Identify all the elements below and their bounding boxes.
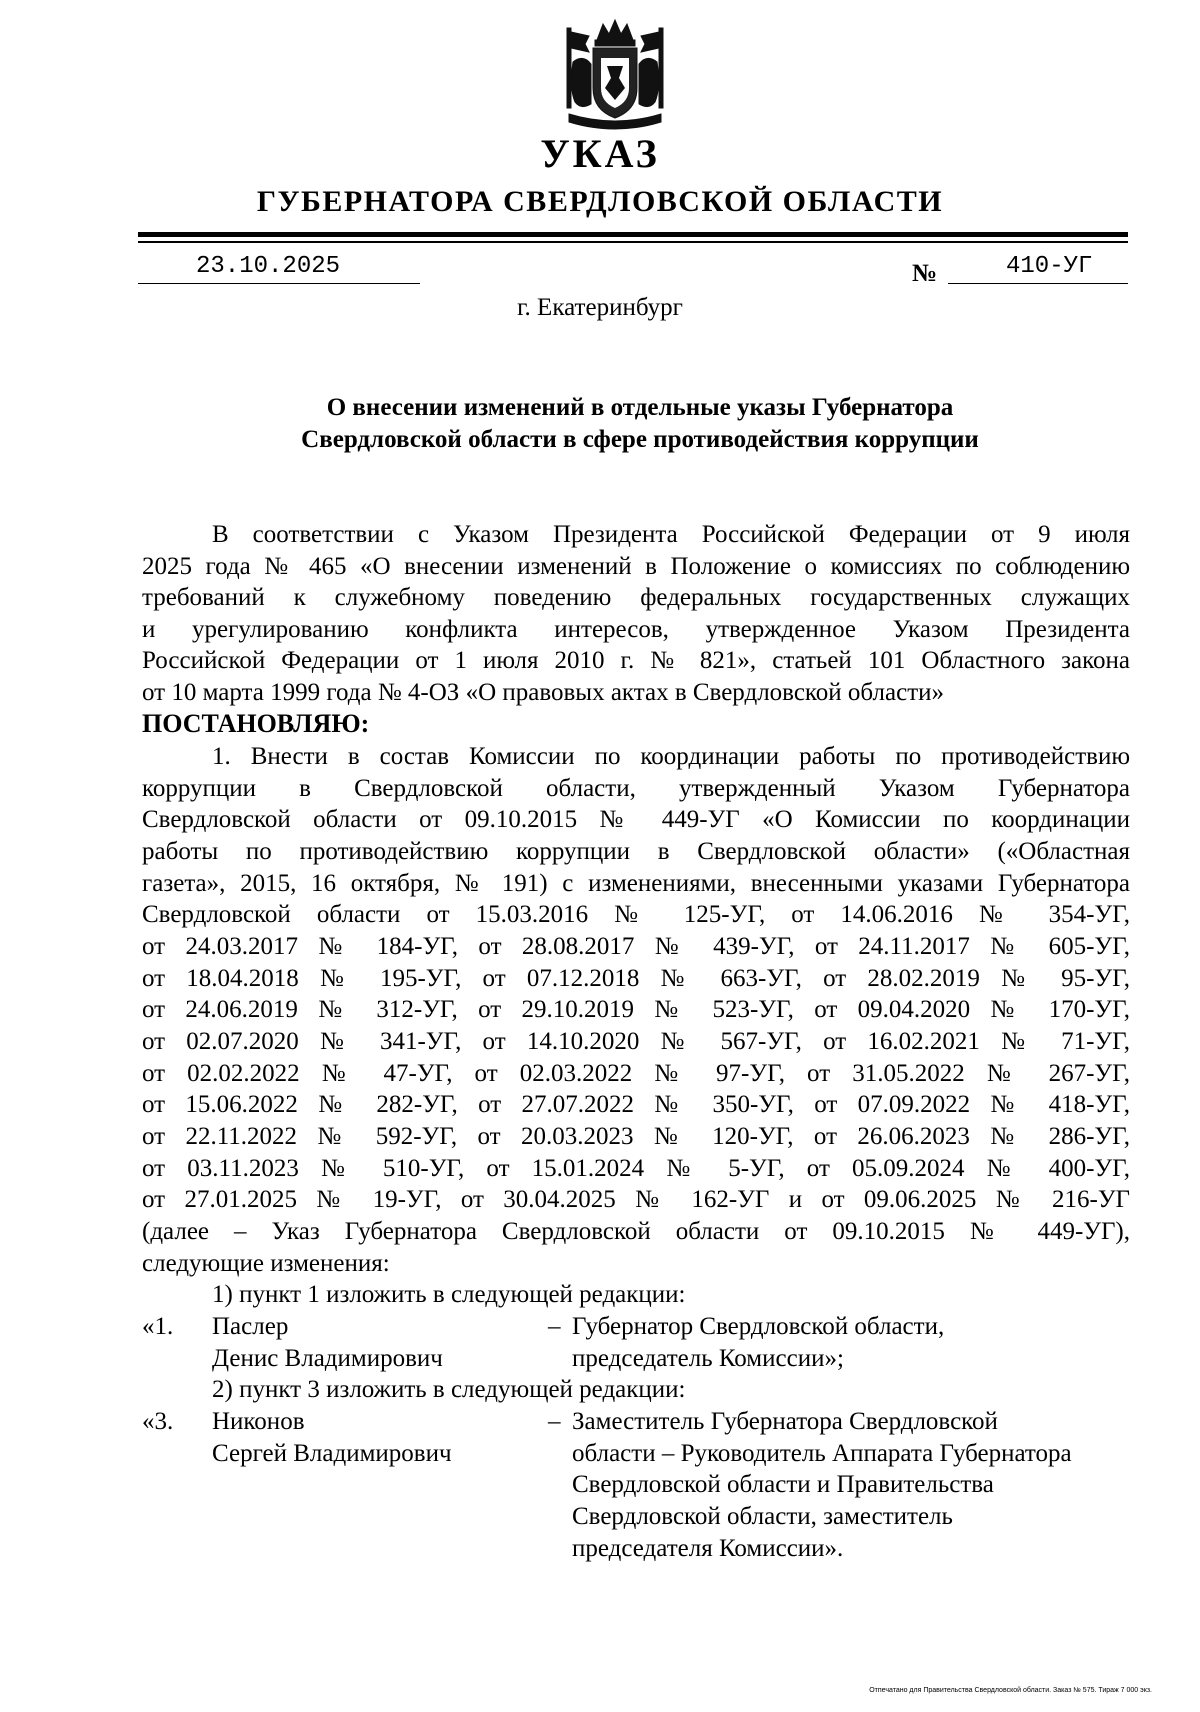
heading-line: Свердловской области в сфере противодействия коррупции [301, 426, 979, 453]
entry3-role-line: Свердловской области и Правительства [572, 1471, 994, 1498]
entry1-number: «1. [142, 1313, 174, 1340]
entry3-role-line: Заместитель Губернатора Свердловской [572, 1408, 998, 1435]
entry3-surname: Никонов [212, 1408, 305, 1435]
subitem2-intro: 2) пункт 3 изложить в следующей редакции: [212, 1376, 686, 1403]
item1-line: 1. Внести в состав Комиссии по координации работы по противодействию [212, 743, 1130, 770]
item1-line: от 03.11.2023 № 510-УГ, от 15.01.2024 № 5-УГ, от 05.09.2024 № 400-УГ, [142, 1155, 1130, 1182]
item1-line: от 24.06.2019 № 312-УГ, от 29.10.2019 № 523-УГ, от 09.04.2020 № 170-УГ, [142, 996, 1130, 1023]
preamble-line: требований к служебному поведению федеральных государственных служащих [142, 584, 1130, 611]
item1-line: от 18.04.2018 № 195-УГ, от 07.12.2018 № 663-УГ, от 28.02.2019 № 95-УГ, [142, 965, 1130, 992]
decree-number: 410-УГ [1006, 253, 1093, 280]
entry1-role-line: Губернатор Свердловской области, [572, 1313, 945, 1340]
item1-line: Свердловской области от 09.10.2015 № 449-УГ «О Комиссии по координации [142, 806, 1130, 833]
number-underline [948, 283, 1128, 284]
preamble-line: и урегулированию конфликта интересов, утвержденное Указом Президента [142, 616, 1130, 643]
entry1-role-line: председатель Комиссии»; [572, 1345, 844, 1372]
decree-title: УКАЗ [540, 131, 660, 176]
item1-line: от 22.11.2022 № 592-УГ, от 20.03.2023 № 120-УГ, от 26.06.2023 № 286-УГ, [142, 1123, 1130, 1150]
decree-issuer: ГУБЕРНАТОРА СВЕРДЛОВСКОЙ ОБЛАСТИ [256, 185, 944, 218]
item1-line: работы по противодействию коррупции в Свердловской области» («Областная [142, 838, 1130, 865]
entry3-number: «3. [142, 1408, 174, 1435]
entry3-role-line: Свердловской области, заместитель [572, 1503, 953, 1530]
item1-line: газета», 2015, 16 октября, № 191) с изменениями, внесенными указами Губернатора [142, 870, 1130, 897]
item1-line: от 02.07.2020 № 341-УГ, от 14.10.2020 № 567-УГ, от 16.02.2021 № 71-УГ, [142, 1028, 1130, 1055]
decree-word: ПОСТАНОВЛЯЮ: [142, 709, 370, 738]
item1-line: от 15.06.2022 № 282-УГ, от 27.07.2022 № 350-УГ, от 07.09.2022 № 418-УГ, [142, 1091, 1130, 1118]
number-sign: № [912, 260, 938, 287]
date-underline [138, 283, 420, 284]
item1-line: от 02.02.2022 № 47-УГ, от 02.03.2022 № 97-УГ, от 31.05.2022 № 267-УГ, [142, 1060, 1130, 1087]
print-imprint: Отпечатано для Правительства Свердловской области. Заказ № 575. Тираж 7 000 экз. [869, 1687, 1152, 1694]
item1-line: Свердловской области от 15.03.2016 № 125-УГ, от 14.06.2016 № 354-УГ, [142, 901, 1130, 928]
entry1-surname: Паслер [212, 1313, 289, 1340]
entry3-name: Сергей Владимирович [212, 1440, 452, 1467]
coat-of-arms-emblem [555, 18, 675, 136]
entry3-role-line: председателя Комиссии». [572, 1535, 844, 1562]
item1-line: от 27.01.2025 № 19-УГ, от 30.04.2025 № 162-УГ и от 09.06.2025 № 216-УГ [142, 1186, 1130, 1213]
header-rule-thick [138, 232, 1128, 237]
preamble-line: 2025 года № 465 «О внесении изменений в Положение о комиссиях по соблюдению [142, 553, 1130, 580]
header-rule-thin [138, 241, 1128, 243]
item1-line: коррупции в Свердловской области, утвержденный Указом Губернатора [142, 775, 1130, 802]
preamble-line: В соответствии с Указом Президента Российской Федерации от 9 июля [212, 521, 1130, 548]
entry3-role-line: области – Руководитель Аппарата Губернатора [572, 1440, 1072, 1467]
preamble-line: от 10 марта 1999 года № 4-ОЗ «О правовых актах в Свердловской области» [142, 679, 945, 706]
preamble-line: Российской Федерации от 1 июля 2010 г. № 821», статьей 101 Областного закона [142, 647, 1130, 674]
item1-line: (далее – Указ Губернатора Свердловской области от 09.10.2015 № 449-УГ), [142, 1218, 1130, 1245]
item1-line: от 24.03.2017 № 184-УГ, от 28.08.2017 № 439-УГ, от 24.11.2017 № 605-УГ, [142, 933, 1130, 960]
decree-heading [150, 392, 1130, 456]
item1-line: следующие изменения: [142, 1250, 390, 1277]
entry1-name: Денис Владимирович [212, 1345, 443, 1372]
decree-date: 23.10.2025 [196, 253, 341, 280]
heading-line: О внесении изменений в отдельные указы Губернатора [326, 394, 954, 421]
city: г. Екатеринбург [517, 294, 683, 321]
subitem1-intro: 1) пункт 1 изложить в следующей редакции: [212, 1281, 686, 1308]
entry1-dash: – [548, 1313, 561, 1340]
entry3-dash: – [548, 1408, 561, 1435]
